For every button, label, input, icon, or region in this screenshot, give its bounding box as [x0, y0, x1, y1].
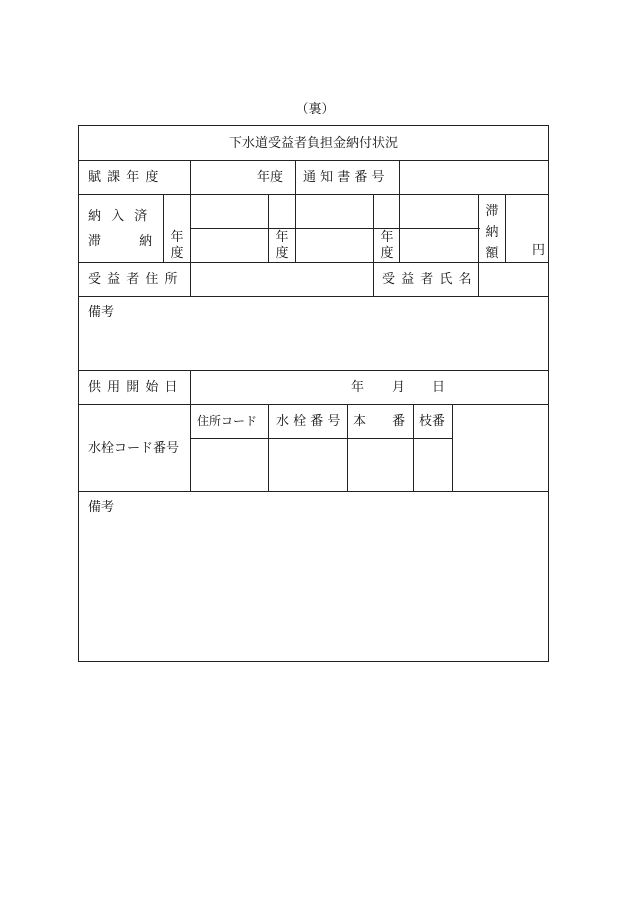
column-divider — [190, 404, 191, 491]
column-divider — [373, 262, 374, 296]
column-divider — [190, 370, 191, 404]
column-divider — [268, 404, 269, 491]
row-divider — [191, 228, 480, 229]
arrears-label: 滞 納 — [88, 234, 153, 249]
paid-label: 納 入 済 — [88, 209, 148, 224]
year-vertical-label-2: 年度 — [275, 230, 289, 261]
page-label: （裏） — [295, 102, 335, 117]
year-vertical-label-1: 年度 — [170, 230, 184, 261]
date-day-unit: 日 — [432, 380, 446, 395]
column-divider — [399, 194, 400, 262]
form-title: 下水道受益者負担金納付状況 — [228, 136, 398, 151]
column-divider — [268, 194, 269, 262]
column-divider — [190, 160, 191, 194]
column-divider — [295, 194, 296, 262]
date-month-unit: 月 — [392, 380, 406, 395]
column-divider — [478, 262, 479, 296]
remarks-label: 備考 — [88, 305, 115, 320]
notice-number-label: 通 知 書 番 号 — [303, 170, 385, 185]
remarks-label: 備考 — [88, 500, 115, 515]
fiscal-year-suffix: 年度 — [257, 170, 284, 185]
address-code-header: 住所コード — [197, 414, 258, 428]
beneficiary-name-label: 受 益 者 氏 名 — [382, 272, 473, 287]
service-start-date-label: 供 用 開 始 日 — [88, 380, 179, 395]
row-divider — [79, 160, 548, 161]
row-divider — [79, 296, 548, 297]
row-divider — [79, 404, 548, 405]
column-divider — [190, 262, 191, 296]
column-divider — [373, 194, 374, 262]
column-divider — [399, 160, 400, 194]
row-divider — [79, 491, 548, 492]
payment-status-form — [78, 125, 549, 662]
main-number-header: 本 番 — [353, 414, 406, 429]
year-vertical-label-3: 年度 — [380, 230, 394, 261]
column-divider — [413, 404, 414, 491]
branch-number-header: 枝番 — [419, 414, 446, 429]
arrears-amount-label: 滞納額 — [485, 204, 499, 261]
tap-number-header: 水 栓 番 号 — [276, 414, 341, 429]
yen-unit: 円 — [532, 243, 546, 258]
column-divider — [505, 194, 506, 262]
column-divider — [347, 404, 348, 491]
fiscal-year-label: 賦 課 年 度 — [88, 170, 160, 185]
beneficiary-address-label: 受 益 者 住 所 — [88, 272, 179, 287]
column-divider — [295, 160, 296, 194]
column-divider — [478, 194, 479, 262]
row-divider — [79, 370, 548, 371]
date-year-unit: 年 — [351, 380, 365, 395]
column-divider — [190, 194, 191, 262]
water-meter-code-label: 水栓コード番号 — [88, 441, 180, 456]
column-divider — [163, 194, 164, 262]
column-divider — [452, 404, 453, 491]
